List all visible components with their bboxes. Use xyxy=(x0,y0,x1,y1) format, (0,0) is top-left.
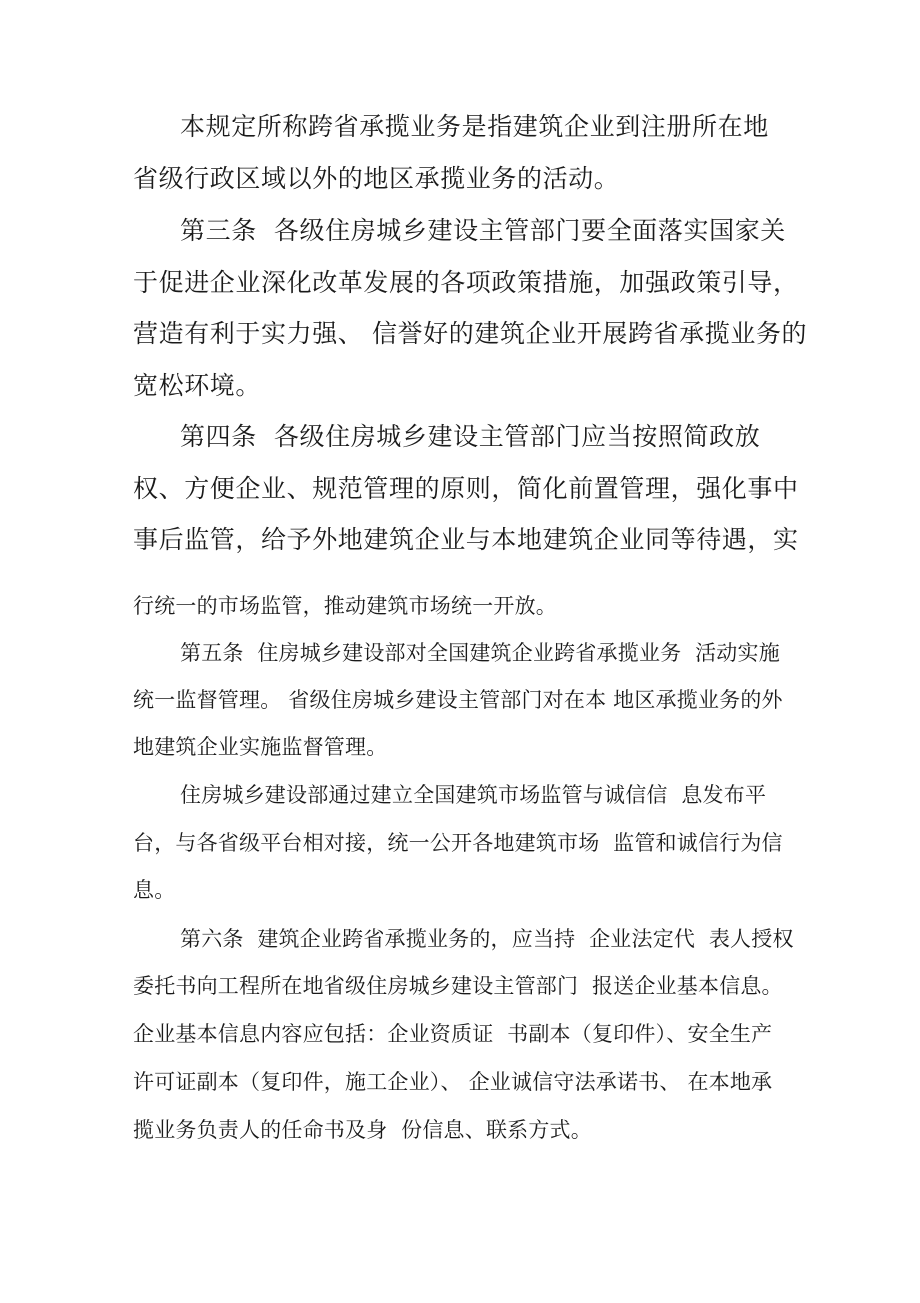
paragraph-4-line-3: 地建筑企业实施监督管理。 xyxy=(133,735,388,759)
paragraph-3-line-3: 事后监管，给予外地建筑企业与本地建筑企业同等待遇，实 xyxy=(133,525,799,554)
paragraph-5-line-3: 息。 xyxy=(133,878,176,902)
paragraph-4-line-1: 第五条 住房城乡建设部对全国建筑企业跨省承揽业务 活动实施 xyxy=(180,641,780,665)
paragraph-2-line-2: 于促进企业深化改革发展的各项政策措施，加强政策引导， xyxy=(133,268,799,297)
paragraph-2-line-1: 第三条 各级住房城乡建设主管部门要全面落实国家关 xyxy=(180,216,786,245)
paragraph-6-line-2: 委托书向工程所在地省级住房城乡建设主管部门 报送企业基本信息。 xyxy=(133,974,783,998)
paragraph-6-line-3: 企业基本信息内容应包括：企业资质证 书副本（复印件）、安全生产 xyxy=(133,1022,773,1046)
paragraph-2-line-4: 宽松环境。 xyxy=(133,371,262,400)
paragraph-5-line-2: 台，与各省级平台相对接，统一公开各地建筑市场 监管和诚信行为信 xyxy=(133,831,783,855)
paragraph-6-line-4: 许可证副本（复印件，施工企业）、 企业诚信守法承诺书、 在本地承 xyxy=(133,1070,773,1094)
paragraph-4-line-2: 统一监督管理。 省级住房城乡建设主管部门对在本 地区承揽业务的外 xyxy=(133,688,783,712)
paragraph-5-line-1: 住房城乡建设部通过建立全国建筑市场监管与诚信信 息发布平 xyxy=(180,783,767,807)
paragraph-1-line-2: 省级行政区域以外的地区承揽业务的活动。 xyxy=(133,164,620,193)
paragraph-3-line-1: 第四条 各级住房城乡建设主管部门应当按照简政放 xyxy=(180,422,761,451)
paragraph-6-line-5: 揽业务负责人的任命书及身 份信息、联系方式。 xyxy=(133,1118,592,1142)
paragraph-3-line-4: 行统一的市场监管，推动建筑市场统一开放。 xyxy=(133,594,557,618)
paragraph-6-line-1: 第六条 建筑企业跨省承揽业务的，应当持 企业法定代 表人授权 xyxy=(180,927,794,951)
paragraph-1-line-1: 本规定所称跨省承揽业务是指建筑企业到注册所在地 xyxy=(180,112,769,141)
paragraph-3-line-2: 权、方便企业、规范管理的原则，简化前置管理，强化事中 xyxy=(133,474,799,503)
paragraph-2-line-3: 营造有利于实力强、 信誉好的建筑企业开展跨省承揽业务的 xyxy=(133,319,808,348)
